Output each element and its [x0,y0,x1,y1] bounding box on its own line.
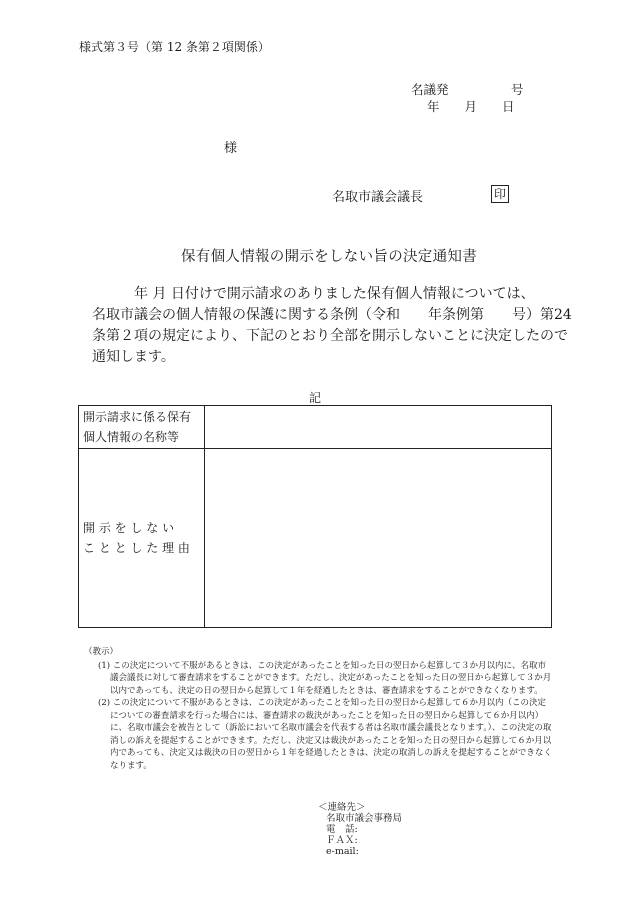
contact-email: e-mail: [326,846,359,857]
body-line: 名取市議会の個人情報の保護に関する条例（令和 年条例第 号）第24 [92,307,572,323]
decision-table [78,405,552,628]
note-item: (2) この決定について不服があるときは、この決定があったことを知った日の翌日から起算して６か月以内（この決定についての審査請求を行った場合には、審査請求の裁決があったことを知った日の翌日から起算して６か月以内）に、名取市議会を被告として（訴訟において名取市議会を代表する者は名取市議会議長となります。）、この決定の取消しの訴えを提起することができます。ただし、決定又は裁決があったことを知った日の翌日から起算して６か月以内であっても、決定又は裁決の日の翌日から１年を経過したときは、決定の取消しの訴えを提起することができなくなります。 [98,698,552,771]
note-item: (1) この決定について不服があるときは、この決定があったことを知った日の翌日から起算して３か月以内に、名取市議会議長に対して審査請求をすることができます。ただし、決定があったことを知った日の翌日から起算して３か月以内であっても、決定の日の翌日から起算して１年を経過したときは、審査請求をすることができなくなります。 [98,660,552,696]
body-line: 条第２項の規定により、下記のとおり全部を開示しないことに決定したので [92,328,568,344]
form-identifier: 様式第３号（第 12 条第２項関係） [79,40,270,54]
document-date: 年 月 日 [427,99,515,114]
label-line: こ と と し た 理 由 [83,541,190,555]
table-row-reason [79,449,552,628]
label-line: 開示請求に係る保有 [83,410,192,424]
seal-mark: 印 [491,185,509,203]
document-number: 名議発 号 [411,82,524,97]
table-value-reason[interactable] [205,449,552,628]
notice-body [92,284,572,368]
notes-heading: （教示） [84,647,119,657]
contact-fax: ＦＡＸ: [326,835,358,846]
table-label-info-name [79,406,205,449]
body-line: 年 月 日付けで開示請求のありました保有個人情報については、 [92,286,535,302]
table-label-reason [79,449,205,628]
addressee-suffix: 様 [224,141,238,156]
instruction-notes [84,646,554,772]
document-title: 保有個人情報の開示をしない旨の決定通知書 [181,249,477,265]
contact-block [318,802,402,857]
ki-heading: 記 [309,391,322,405]
label-line: 開 示 を し な い [83,521,175,535]
contact-office: 名取市議会事務局 [326,813,403,824]
contact-heading: ＜連絡先＞ [318,802,366,813]
label-line: 個人情報の名称等 [83,430,180,444]
sender-title: 名取市議会議長 [332,190,424,205]
contact-tel: 電 話: [326,824,358,835]
table-row-info-name [79,406,552,449]
body-line: 通知します。 [92,349,175,365]
table-value-info-name[interactable] [205,406,552,449]
